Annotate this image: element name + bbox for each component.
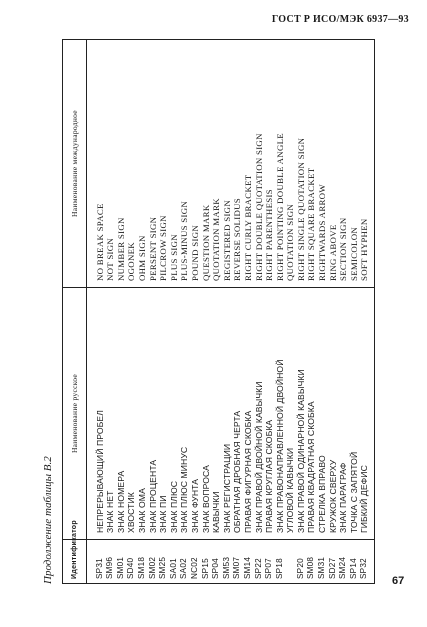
- russian-name-text: ПРАВАЯ ФИГУРНАЯ СКОБКА: [242, 410, 253, 533]
- russian-name-text: КАВЫЧКИ: [211, 491, 222, 533]
- international-name-cell: [190, 40, 201, 288]
- international-name-text: PILCROW SIGN: [158, 215, 169, 281]
- international-name-text: RIGHT SINGLE QUOTATION SIGN: [295, 137, 306, 281]
- russian-name-cell: [296, 288, 307, 540]
- identifier-cell: SM25: [158, 556, 168, 579]
- table-row: [232, 40, 243, 584]
- rotated-table-container: [42, 40, 422, 584]
- international-name-cell: [179, 40, 190, 288]
- russian-name-cell: [254, 288, 265, 540]
- russian-name-cell: [211, 288, 222, 540]
- russian-name-text: ЗНАК ПЛЮС: [168, 480, 179, 533]
- column-header-en: Наименование международное: [63, 40, 87, 288]
- russian-name-cell: [116, 288, 127, 540]
- identifier-cell: SM07: [232, 556, 242, 579]
- identifier-cell: SP18: [274, 558, 284, 579]
- russian-name-cell: [349, 288, 360, 540]
- international-name-cell: [148, 40, 159, 288]
- russian-name-text: ЗНАК ПРОЦЕНТА: [147, 459, 158, 533]
- table-row: [349, 40, 360, 584]
- international-name-text: SECTION SIGN: [338, 217, 349, 281]
- international-name-cell: [169, 40, 180, 288]
- international-name-text: SEMICOLON: [348, 226, 359, 281]
- russian-name-cell: [169, 288, 180, 540]
- table-row: [328, 40, 339, 584]
- international-name-cell: [296, 40, 307, 288]
- table-row: [148, 40, 159, 584]
- document-header: ГОСТ Р ИСО/МЭК 6937—93: [271, 14, 409, 25]
- identifier-cell: SM96: [105, 556, 115, 579]
- russian-name-cell: [179, 288, 190, 540]
- identifier-cell: SM02: [147, 556, 157, 579]
- russian-name-cell: [105, 288, 116, 540]
- russian-name-text: ЗНАК НОМЕРА: [115, 470, 126, 533]
- russian-name-cell: [275, 288, 296, 540]
- identifier-cell: SP14: [348, 558, 358, 579]
- russian-name-text: ТОЧКА С ЗАПЯТОЙ: [348, 451, 359, 533]
- international-name-cell: [137, 40, 148, 288]
- table-row: [105, 40, 116, 584]
- international-name-text: QUESTION MARK: [200, 204, 211, 281]
- russian-name-text: ЗНАК ПЛЮС МИНУС: [179, 446, 190, 533]
- international-name-text: PLUS SIGN: [168, 234, 179, 281]
- russian-name-cell: [126, 288, 137, 540]
- identifier-cell: SA01: [168, 558, 178, 579]
- table-row: [169, 40, 180, 584]
- identifier-cell: SM24: [338, 556, 348, 579]
- international-name-cell: [306, 40, 317, 288]
- identifier-cell: SD27: [327, 557, 337, 579]
- international-name-text: REVERSE SOLIDUS: [232, 198, 243, 281]
- russian-name-text: ЗНАК ПАРАГРАФ: [338, 462, 349, 533]
- table-row: [359, 40, 374, 584]
- international-name-cell: [201, 40, 212, 288]
- international-name-text: OHM SIGN: [136, 235, 147, 281]
- russian-name-cell: [338, 288, 349, 540]
- identifier-cell: SP07: [264, 558, 274, 579]
- russian-name-cell: [137, 288, 148, 540]
- table-row: [86, 40, 105, 584]
- page-number: 67: [392, 575, 405, 587]
- table-row: [317, 40, 328, 584]
- international-name-cell: [222, 40, 233, 288]
- table-row: [275, 40, 296, 584]
- international-name-cell: [317, 40, 328, 288]
- international-name-cell: [126, 40, 137, 288]
- international-name-cell: [254, 40, 265, 288]
- identifier-cell: SM53: [221, 556, 231, 579]
- russian-name-text: ЗНАК ВОПРОСА: [200, 464, 211, 533]
- international-name-text: POUND SIGN: [189, 224, 200, 281]
- international-name-cell: [338, 40, 349, 288]
- table-row: [254, 40, 265, 584]
- column-header-id: Идентификатор: [63, 540, 87, 584]
- international-name-cell: [328, 40, 339, 288]
- international-name-text: SOFT HYPHEN: [359, 218, 370, 281]
- russian-name-cell: [190, 288, 201, 540]
- identifier-cell: SM14: [242, 556, 252, 579]
- international-name-cell: [243, 40, 254, 288]
- identifier-cell: SP31: [94, 558, 104, 579]
- identifier-cell: SM31: [317, 556, 327, 579]
- international-name-cell: [275, 40, 296, 288]
- table-row: [211, 40, 222, 584]
- international-name-cell: [359, 40, 374, 288]
- international-name-text: PLUS-MINUS SIGN: [179, 200, 190, 281]
- column-header-ru: Наименование русское: [63, 288, 87, 540]
- international-name-cell: [264, 40, 275, 288]
- russian-name-text: ЗНАК ПИ: [158, 495, 169, 533]
- identifier-cell: SP04: [211, 558, 221, 579]
- russian-name-text: СТРЕЛКА ВПРАВО: [317, 455, 328, 533]
- international-name-text: NO BREAK SPACE: [94, 203, 105, 281]
- international-name-text: RIGHT DOUBLE QUOTATION SIGN: [253, 133, 264, 281]
- table-row: [201, 40, 212, 584]
- russian-name-text: КРУЖОК СВЕРХУ: [327, 459, 338, 533]
- table-row: [296, 40, 307, 584]
- russian-name-text: ЗНАК ФУНТА: [189, 478, 200, 533]
- international-name-text: RIGHTWARDS ARROW: [317, 184, 328, 281]
- international-name-cell: [105, 40, 116, 288]
- table-row: [179, 40, 190, 584]
- international-name-continuation: QUOTATION SIGN: [285, 203, 296, 281]
- international-name-text: PERSENT SIGN: [147, 216, 158, 281]
- table-row: [306, 40, 317, 584]
- russian-name-cell: [148, 288, 159, 540]
- russian-name-cell: [359, 288, 374, 540]
- international-name-text: RIGHT PARENTHESIS: [264, 189, 275, 281]
- russian-name-cell: [201, 288, 212, 540]
- international-name-text: NOT SIGN: [105, 237, 116, 281]
- table-header-row: [63, 40, 87, 584]
- russian-name-cell: [328, 288, 339, 540]
- international-name-text: RING ABOVE: [327, 224, 338, 281]
- russian-name-text: ЗНАК ПРАВОНАПРАВЛЕННОЙ ДВОЙНОЙ: [274, 359, 285, 533]
- table-row: [264, 40, 275, 584]
- international-name-text: RIGHT POINTING DOUBLE ANGLE: [274, 133, 285, 281]
- russian-name-cell: [86, 288, 105, 540]
- russian-name-text: ХВОСТИК: [126, 492, 137, 533]
- identifier-cell: SM18: [136, 556, 146, 579]
- identifier-cell: SD40: [126, 557, 136, 579]
- russian-name-continuation: УГЛОВОЙ КАВЫЧКИ: [285, 447, 296, 533]
- identifier-cell: SP22: [253, 558, 263, 579]
- table-body: [86, 40, 374, 584]
- international-name-cell: [211, 40, 222, 288]
- russian-name-text: ЗНАК ПРАВОЙ ОДИНАРНОЙ КАВЫЧКИ: [295, 369, 306, 533]
- international-name-text: NUMBER SIGN: [115, 217, 126, 281]
- identifier-cell: SP20: [295, 558, 305, 579]
- identifier-cell: NC02: [189, 557, 199, 579]
- identifier-cell: SM08: [306, 556, 316, 579]
- russian-name-cell: [264, 288, 275, 540]
- table-row: [243, 40, 254, 584]
- russian-name-cell: [243, 288, 254, 540]
- russian-name-cell: [222, 288, 233, 540]
- russian-name-text: ЗНАК ПРАВОЙ ДВОЙНОЙ КАВЫЧКИ: [253, 381, 264, 533]
- russian-name-cell: [232, 288, 243, 540]
- russian-name-text: ПРАВАЯ КВАДРАТНАЯ СКОБКА: [306, 401, 317, 533]
- russian-name-text: ПРАВАЯ КРУГЛАЯ СКОБКА: [264, 419, 275, 533]
- identifier-cell: SA02: [179, 558, 189, 579]
- russian-name-cell: [306, 288, 317, 540]
- international-name-cell: [232, 40, 243, 288]
- russian-name-text: ГИБКИЙ ДЕФИС: [359, 465, 370, 533]
- international-name-text: REGISTERED SIGN: [221, 200, 232, 281]
- table-row: [137, 40, 148, 584]
- international-name-cell: [116, 40, 127, 288]
- table-row: [338, 40, 349, 584]
- international-name-text: RIGHT CURLY BRACKET: [242, 174, 253, 281]
- identifier-cell: SM01: [115, 556, 125, 579]
- table-caption: Продолжение таблицы В.2: [42, 456, 54, 584]
- russian-name-cell: [158, 288, 169, 540]
- russian-name-text: НЕПРЕРЫВАЮЩИЙ ПРОБЕЛ: [94, 410, 105, 533]
- international-name-cell: [349, 40, 360, 288]
- international-name-text: RIGHT SQUARE BRACKET: [306, 167, 317, 281]
- russian-name-text: ОБРАТНАЯ ДРОБНАЯ ЧЕРТА: [232, 410, 243, 533]
- international-name-text: OGONEK: [126, 242, 137, 281]
- international-name-cell: [86, 40, 105, 288]
- russian-name-cell: [317, 288, 328, 540]
- international-name-text: QUOTATION MARK: [211, 198, 222, 281]
- international-name-cell: [158, 40, 169, 288]
- table-row: [158, 40, 169, 584]
- table-row: [190, 40, 201, 584]
- table-row: [116, 40, 127, 584]
- russian-name-text: ЗНАК ОМА: [136, 488, 147, 533]
- table-row: [126, 40, 137, 584]
- russian-name-text: ЗНАК РЕГИСТРАЦИИ: [221, 443, 232, 533]
- russian-name-text: ЗНАК НЕТ: [105, 490, 116, 533]
- identifier-cell: SP15: [200, 558, 210, 579]
- character-table: [62, 39, 375, 584]
- identifier-cell: SP32: [359, 558, 369, 579]
- table-row: [222, 40, 233, 584]
